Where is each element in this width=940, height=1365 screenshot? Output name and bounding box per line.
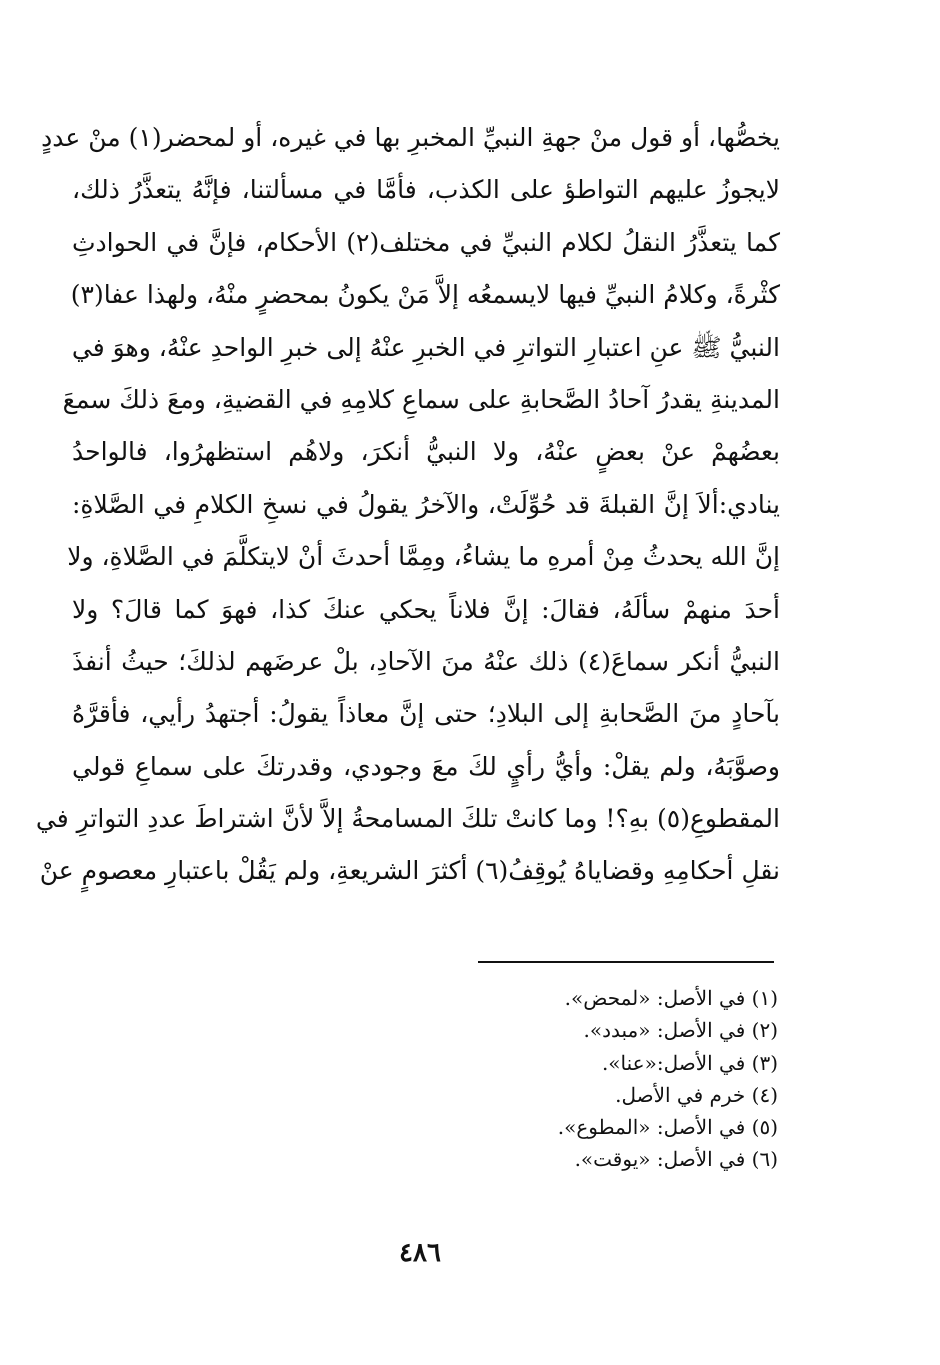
text-line: المدينةِ يقدرُ آحادُ الصَّحابةِ على سماعِ كلامِهِ في القضيةِ، ومعَ ذلكَ سمعَ bbox=[62, 384, 780, 414]
text-line: النبيُّ ﷺ عنِ اعتبارِ التواترِ في الخبرِ عنْهُ إلى خبرِ الواحدِ عنْهُ، وهوَ في bbox=[71, 332, 780, 362]
footnote: (٦) في الأصل: «يوقت». bbox=[574, 1147, 778, 1172]
text-line: لايجوزُ عليهم التواطؤ على الكذب، فأمَّا في مسألتنا، فإنَّهُ يتعذَّرُ ذلك، bbox=[72, 175, 780, 205]
text-line: بآحادٍ منَ الصَّحابةِ إلى البلادِ؛ حتى إنَّ معاذاً يقولُ: أجتهدُ رأيي، فأقرَّهُ bbox=[72, 699, 780, 729]
footnotes-block bbox=[378, 982, 778, 1176]
main-text-block bbox=[35, 112, 780, 898]
text-line: نقلِ أحكامِهِ وقضاياهُ يُوقِفُ(٦) أكثرَ الشريعةِ، ولم يَقُلْ باعتبارِ معصومٍ عنْ bbox=[39, 856, 780, 886]
text-line: إنَّ الله يحدثُ مِنْ أمرهِ ما يشاءُ، ومِمَّا أحدثَ أنْ لايتكلَّمَ في الصَّلاةِ، ولا bbox=[67, 542, 780, 572]
footnote: (٥) في الأصل: «المطوع». bbox=[557, 1115, 778, 1140]
footnote: (٣) في الأصل:«عنا». bbox=[601, 1050, 778, 1075]
footnote: (١) في الأصل: «لمحض». bbox=[564, 986, 778, 1010]
footnote: (٤) خرم في الأصل. bbox=[615, 1082, 778, 1107]
text-line: النبيُّ أنكر سماعَ(٤) ذلك عنْهُ منَ الآحادِ، بلْ عرضَهم لذلكَ؛ حيثُ أنفذَ bbox=[72, 646, 780, 676]
text-line: بعضُهمْ عنْ بعضٍ عنْهُ، ولا النبيُّ أنكرَ، ولاهُم استظهرُوا، فالواحدُ bbox=[72, 437, 780, 467]
text-line: كثْرةً، وكلامُ النبيِّ فيها لايسمعُه إلاَّ مَنْ يكونُ بمحضرٍ منْهُ، ولهذا عفا(٣) bbox=[70, 280, 780, 310]
text-line: المقطوعِ(٥) بهِ؟! وما كانتْ تلكَ المسامحةُ إلاَّ لأنَّ اشتراطَ عددِ التواترِ في bbox=[35, 804, 780, 834]
text-line: يخصُّها، أو قول منْ جهةِ النبيِّ المخبرِ بها في غيره، أو لمحضر(١) منْ عددٍ bbox=[41, 123, 780, 152]
footnote-separator bbox=[478, 961, 774, 963]
text-line: كما يتعذَّرُ النقلُ لكلام النبيِّ في مختلف(٢) الأحكام، فإنَّ في الحوادثِ bbox=[72, 227, 780, 257]
page-number: ٤٨٦ bbox=[399, 1238, 441, 1268]
text-line: وصوَّبَهُ، ولم يقلْ: وأيُّ رأيٍ لكَ معَ وجودي، وقدرتكَ على سماعِ قولي bbox=[72, 751, 780, 781]
footnote: (٢) في الأصل: «مبدد». bbox=[583, 1018, 778, 1043]
text-line: أحدَ منهمْ سألَهُ، فقالَ: إنَّ فلاناً يحكي عنكَ كذا، فهوَ كما قالَ؟ ولا bbox=[72, 594, 780, 624]
text-line: ينادي:ألاَ إنَّ القبلةَ قد حُوِّلَتْ، والآخرُ يقولُ في نسخِ الكلامِ في الصَّلاةِ: bbox=[72, 489, 780, 519]
